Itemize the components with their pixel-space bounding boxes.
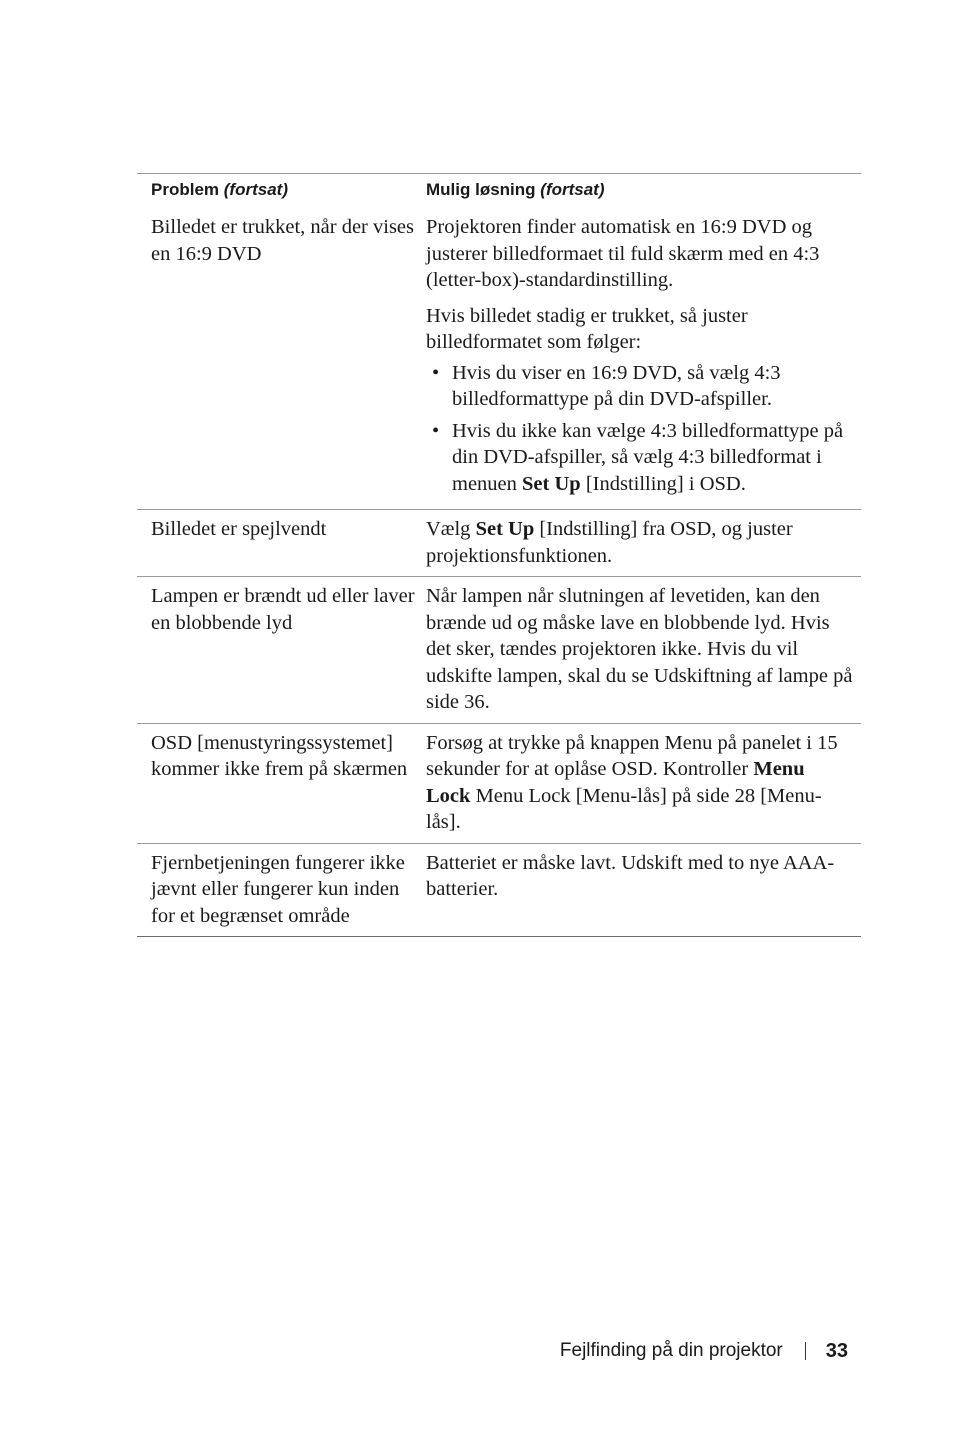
- bullet-glyph: •: [432, 361, 440, 384]
- menu-term: Set Up: [475, 518, 535, 540]
- list-item-text: Hvis du viser en 16:9 DVD, så vælg 4:3 billedformattype på din DVD-afspiller.: [452, 361, 781, 410]
- header-problem-suffix: (fortsat): [223, 180, 288, 199]
- page-footer: [560, 1338, 848, 1364]
- table-row: [137, 844, 861, 938]
- table-row: [137, 724, 861, 844]
- solution-cell: Når lampen når slutningen af levetiden, kan den brænde ud og måske lave en blobbende lyd. Hvis det sker, tændes projektoren ikke. Hvis du vil udskifte lampen, skal du se Udskiftning af lampe på side 36.: [426, 585, 853, 713]
- solution-cell: [426, 510, 861, 576]
- menu-term: Set Up: [522, 472, 581, 495]
- problem-cell: Fjernbetjeningen fungerer ikke jævnt eller fungerer kun inden for et begrænset område: [151, 851, 405, 927]
- list-item-text: Hvis du ikke kan vælge 4:3 billedformattype på din DVD-afspiller, så vælg 4:3 billedformat i menuen: [452, 419, 844, 495]
- list-item: [426, 418, 853, 498]
- problem-cell: Lampen er brændt ud eller laver en blobbende lyd: [151, 585, 415, 634]
- header-problem-label: Problem: [151, 180, 220, 199]
- header-problem: [137, 174, 426, 208]
- solution-text: Forsøg at trykke på knappen Menu på panelet i 15 sekunder for at oplåse OSD. Kontroller: [426, 731, 838, 780]
- bullet-glyph: •: [432, 419, 440, 442]
- solution-cell: Batteriet er måske lavt. Udskift med to nye AAA-batterier.: [426, 851, 835, 900]
- problem-cell: Billedet er trukket, når der vises en 16:9 DVD: [151, 216, 414, 265]
- solution-text-end: Menu Lock [Menu-lås] på side 28 [Menu-lås].: [426, 784, 822, 833]
- problem-cell: OSD [menustyringssystemet] kommer ikke frem på skærmen: [151, 731, 408, 780]
- header-solution-suffix: (fortsat): [540, 180, 605, 199]
- solution-cell: [426, 208, 861, 509]
- table-row: [137, 208, 861, 510]
- table-header-row: [137, 174, 861, 208]
- header-solution-label: Mulig løsning: [426, 180, 536, 199]
- solution-paragraph: Projektoren finder automatisk en 16:9 DVD og justerer billedformaet til fuld skærm med en 4:3 (letter-box)-standardinstilling.: [426, 216, 820, 291]
- header-solution: [426, 174, 861, 208]
- page-number: 33: [825, 1340, 848, 1362]
- solution-paragraph: Hvis billedet stadig er trukket, så juster billedformatet som følger:: [426, 304, 748, 353]
- problem-cell: Billedet er spejlvendt: [151, 518, 327, 540]
- list-item: [426, 360, 853, 413]
- table-row: [137, 577, 861, 724]
- footer-section-title: Fejlfinding på din projektor: [559, 1340, 783, 1361]
- solution-cell: [426, 724, 861, 843]
- solution-bullet-list: [426, 360, 853, 498]
- footer-divider: [805, 1342, 806, 1360]
- table-row: [137, 510, 861, 577]
- solution-text-end: [Indstilling] fra OSD, og juster projektionsfunktionen.: [426, 518, 793, 567]
- list-item-text-end: [Indstilling] i OSD.: [580, 472, 746, 495]
- solution-text: Vælg: [426, 518, 476, 540]
- troubleshooting-table: [137, 173, 861, 937]
- menu-term: Menu Lock: [426, 758, 805, 807]
